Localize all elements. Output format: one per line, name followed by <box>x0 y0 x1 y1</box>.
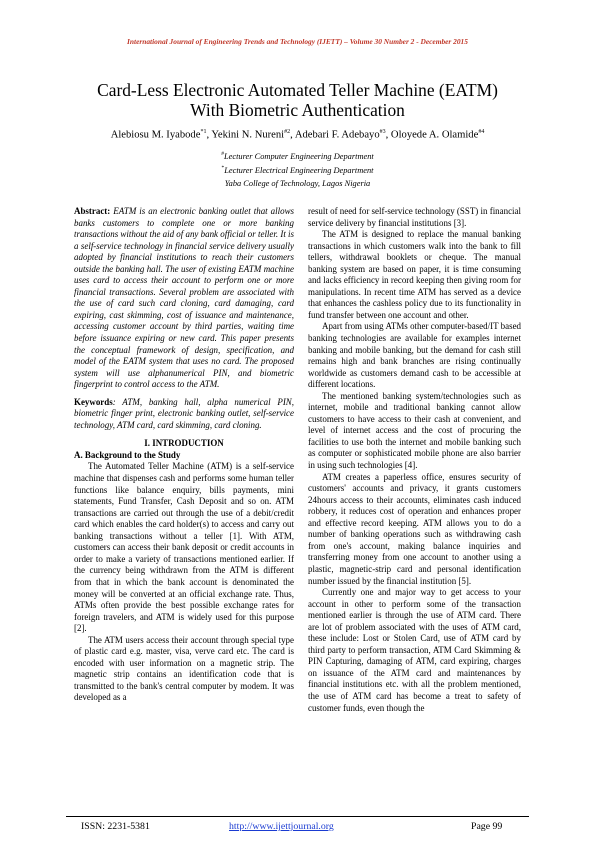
author-superscript: #3 <box>379 129 386 135</box>
body-paragraph: Currently one and major way to get access to your account in other to perform some of the transaction mentioned earlier is through the use of ATM card. There are lot of problem associated with the uses of ATM card, these include: Lost or Stolen Card, use of ATM card by third party to perform transaction, ATM Card Skimming & PIN Capturing, damaging of ATM, card expiring, charges on issuance of the ATM card and maintenances by financial institutions etc. with all the problem mentioned, the use of ATM card has become a treat to safety of customer funds, even though the <box>308 587 521 713</box>
affiliation-text: Lecturer Electrical Engineering Department <box>224 165 374 175</box>
author-name: Alebiosu M. Iyabode <box>110 129 201 141</box>
author-superscript: #2 <box>284 129 291 135</box>
body-paragraph: result of need for self-service technology (SST) in financial service delivery by financial institutions [3]. <box>308 206 521 228</box>
author-superscript: #4 <box>478 129 485 135</box>
body-paragraph: The ATM users access their account through special type of plastic card e.g. master, visa, verve card etc. The card is encoded with user information on a magnetic strip. The magnetic strip contains an identification code that is transmitted to the bank's central computer by modem. It was developed as a <box>74 634 294 703</box>
body-paragraph: The Automated Teller Machine (ATM) is a self-service machine that dispenses cash and performs some human teller functions like balance enquiry, bills payments, mini statements, Fund Transfer, Cash Deposit and so on. ATM transactions are carried out through the use of a debit/credit card which enables the card holder(s) to access and carry out banking transactions without a teller [1]. With ATM, customers can access their bank deposit or credit accounts in order to make a variety of transactions mentioned earlier. If the currency being withdrawn from the ATM is different from that in which the bank account is denominated the money will be converted at an official exchange rate. Thus, ATMs often provide the best possible exchange rates for foreign travelers, and ATM is widely used for this purpose [2]. <box>74 461 294 634</box>
author-superscript: *1 <box>200 129 207 135</box>
affiliation-line <box>40 179 555 188</box>
abstract-label: Abstract: <box>74 206 111 216</box>
body-paragraph: The ATM is designed to replace the manual banking transactions in which customers walk into the bank to fill tellers, withdrawal booklets or cheque. The manual banking system are based on paper, it is time consuming and lacks efficiency in record keeping then giving room for manipulations. In recent time ATM has served as a device that enhances the cashless policy due to its functionality in fund transfer between one account and other. <box>308 229 521 320</box>
footer-divider <box>66 816 529 817</box>
affiliation-text: Lecturer Computer Engineering Department <box>224 151 374 161</box>
affiliation-marker: # <box>221 151 224 157</box>
author-name: Yekini N. Nureni <box>211 129 285 141</box>
abstract-text: EATM is an electronic banking outlet that allows banks customers to complete one or more banking transactions without the aid of any bank official or teller. It is a self-service technology in financial service delivery usually adopted by financial institutions to reach their customers outside the banking hall. The user of existing EATM machine uses card to access their account to perform one or more financial transactions. Several problem are associated with the use of card such card cloning, card damaging, card expiring, cast skimming, cost of issuance and maintenance, accessing customer account by third parties, waiting time before issuance expiring or new card. This paper presents the conceptual framework of design, specification, and model of the EATM system that uses no card. The proposed system will use alphanumerical PIN, and biometric fingerprint to control access to the ATM. <box>74 206 295 390</box>
section-heading-introduction: I. INTRODUCTION <box>144 438 224 449</box>
body-paragraph: ATM creates a paperless office, ensures security of customers' accounts and privacy, it grants customers 24hours access to their accounts, eliminates cash induced robbery, it reduces cost of operation and enhances proper and effective record keeping. ATM allows you to do a number of banking operations such as withdrawing cash from one's account, making balance inquiries and transferring money from one account to another using a plastic, magnetic-strip card and personal identification number issued by the financial institution [5]. <box>308 471 521 586</box>
author-name: Adebari F. Adebayo <box>294 129 380 141</box>
footer-issn: ISSN: 2231-5381 <box>81 821 150 832</box>
keywords-text: : ATM, banking hall, alpha numerical PIN, biometric finger print, electronic banking outlet, self-service technology, ATM card, card skimming, card cloning. <box>74 396 294 430</box>
paper-title <box>40 80 555 120</box>
keywords <box>74 397 294 432</box>
subsection-heading-background: A. Background to the Study <box>74 449 181 460</box>
left-column <box>74 206 294 704</box>
affiliation-line <box>40 151 555 161</box>
affiliation-marker: * <box>221 165 225 171</box>
keywords-label: Keywords <box>74 396 113 407</box>
abstract <box>74 206 294 391</box>
body-paragraph: Apart from using ATMs other computer-based/IT based banking technologies are available for examples internet banking and mobile banking, but the demand for cash still remains high and bank branches are rising continually worldwide as customers demand cash to be accessible at different locations. <box>308 321 521 390</box>
paper-title-line-1: Card-Less Electronic Automated Teller Machine (EATM) <box>97 80 498 100</box>
right-column <box>308 206 521 714</box>
journal-website-link[interactable]: http://www.ijettjournal.org <box>229 821 334 832</box>
page-number: Page 99 <box>471 821 503 832</box>
author-name: Oloyede A. Olamide <box>390 129 479 141</box>
affiliation-line <box>40 165 555 175</box>
journal-running-head: International Journal of Engineering Trends and Technology (IJETT) – Volume 30 Number 2 - December 2015 <box>127 37 468 46</box>
body-paragraph: The mentioned banking system/technologies such as internet, mobile and traditional banking cannot allow customers to have access to their cash at convenient, and level of internet access and the cost of procuring the facilities to use both the internet and mobile banking such as computer or sophisticated mobile phone are also barrier in using such technologies [4]. <box>308 390 521 471</box>
author-list: Alebiosu M. Iyabode$^{*1}$, Yekini N. Nureni$^{\#2}$, Adebari F. Adebayo$^{\#3}$, Oloyede A. Olamide$^{\#4}$ <box>110 129 485 141</box>
paper-title-line-2: With Biometric Authentication <box>190 100 405 120</box>
affiliation-text: Yaba College of Technology, Lagos Nigeria <box>224 179 371 188</box>
